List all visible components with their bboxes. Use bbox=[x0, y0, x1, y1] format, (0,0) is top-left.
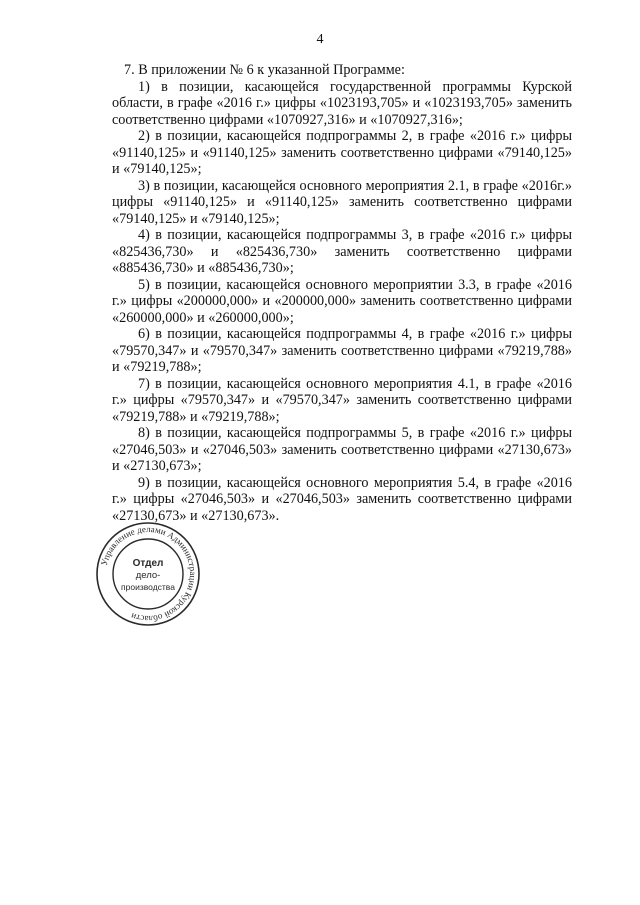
office-stamp bbox=[94, 520, 202, 628]
paragraph-item-8: 8) в позиции, касающейся подпрограммы 5, в графе «2016 г.» цифры «27046,503» и «27046,503» заменить соответственно цифрами «27130,673» и «27130,673»; bbox=[112, 425, 572, 474]
paragraph-item-2: 2) в позиции, касающейся подпрограммы 2, в графе «2016 г.» цифры «91140,125» и «91140,125» заменить соответственно цифрами «79140,125» и «79140,125»; bbox=[112, 128, 572, 177]
page-number: 4 bbox=[316, 32, 324, 47]
paragraph-item-4: 4) в позиции, касающейся подпрограммы 3, в графе «2016 г.» цифры «825436,730» и «825436,730» заменить соответственно цифрами «885436,730» и «885436,730»; bbox=[112, 227, 572, 276]
paragraph-item-1: 1) в позиции, касающейся государственной программы Курской области, в графе «2016 г.» цифры «1023193,705» и «1023193,705» заменить соответственно цифрами «1070927,316» и «1070927,316»; bbox=[112, 78, 572, 128]
document-body bbox=[112, 62, 572, 524]
paragraph-item-5: 5) в позиции, касающейся основного мероприятии 3.3, в графе «2016 г.» цифры «200000,000» и «200000,000» заменить соответственно цифрами «260000,000» и «260000,000»; bbox=[112, 276, 572, 326]
stamp-outer-text: Управление делами Администрации Курской области bbox=[98, 523, 199, 625]
stamp-seal-icon bbox=[94, 520, 202, 628]
stamp-inner-line-3: производства bbox=[121, 582, 175, 592]
stamp-inner-line-2: дело- bbox=[135, 570, 161, 581]
paragraph-item-6: 6) в позиции, касающейся подпрограммы 4, в графе «2016 г.» цифры «79570,347» и «79570,347» заменить соответственно цифрами «79219,788» и «79219,788»; bbox=[112, 326, 572, 375]
paragraph-item-9: 9) в позиции, касающейся основного мероприятия 5.4, в графе «2016 г.» цифры «27046,503» и «27046,503» заменить соответственно цифрами «27130,673» и «27130,673». bbox=[112, 474, 572, 524]
paragraph-item-7: 7) в позиции, касающейся основного мероприятия 4.1, в графе «2016 г.» цифры «79570,347» и «79570,347» заменить соответственно цифрами «79219,788» и «79219,788»; bbox=[112, 375, 572, 425]
paragraph-intro: 7. В приложении № 6 к указанной Программе: bbox=[124, 62, 405, 78]
stamp-inner-line-1: Отдел bbox=[132, 558, 164, 569]
paragraph-item-3: 3) в позиции, касающейся основного мероприятия 2.1, в графе «2016г.» цифры «91140,125» и «91140,125» заменить соответственно цифрами «79140,125» и «79140,125»; bbox=[112, 177, 572, 227]
